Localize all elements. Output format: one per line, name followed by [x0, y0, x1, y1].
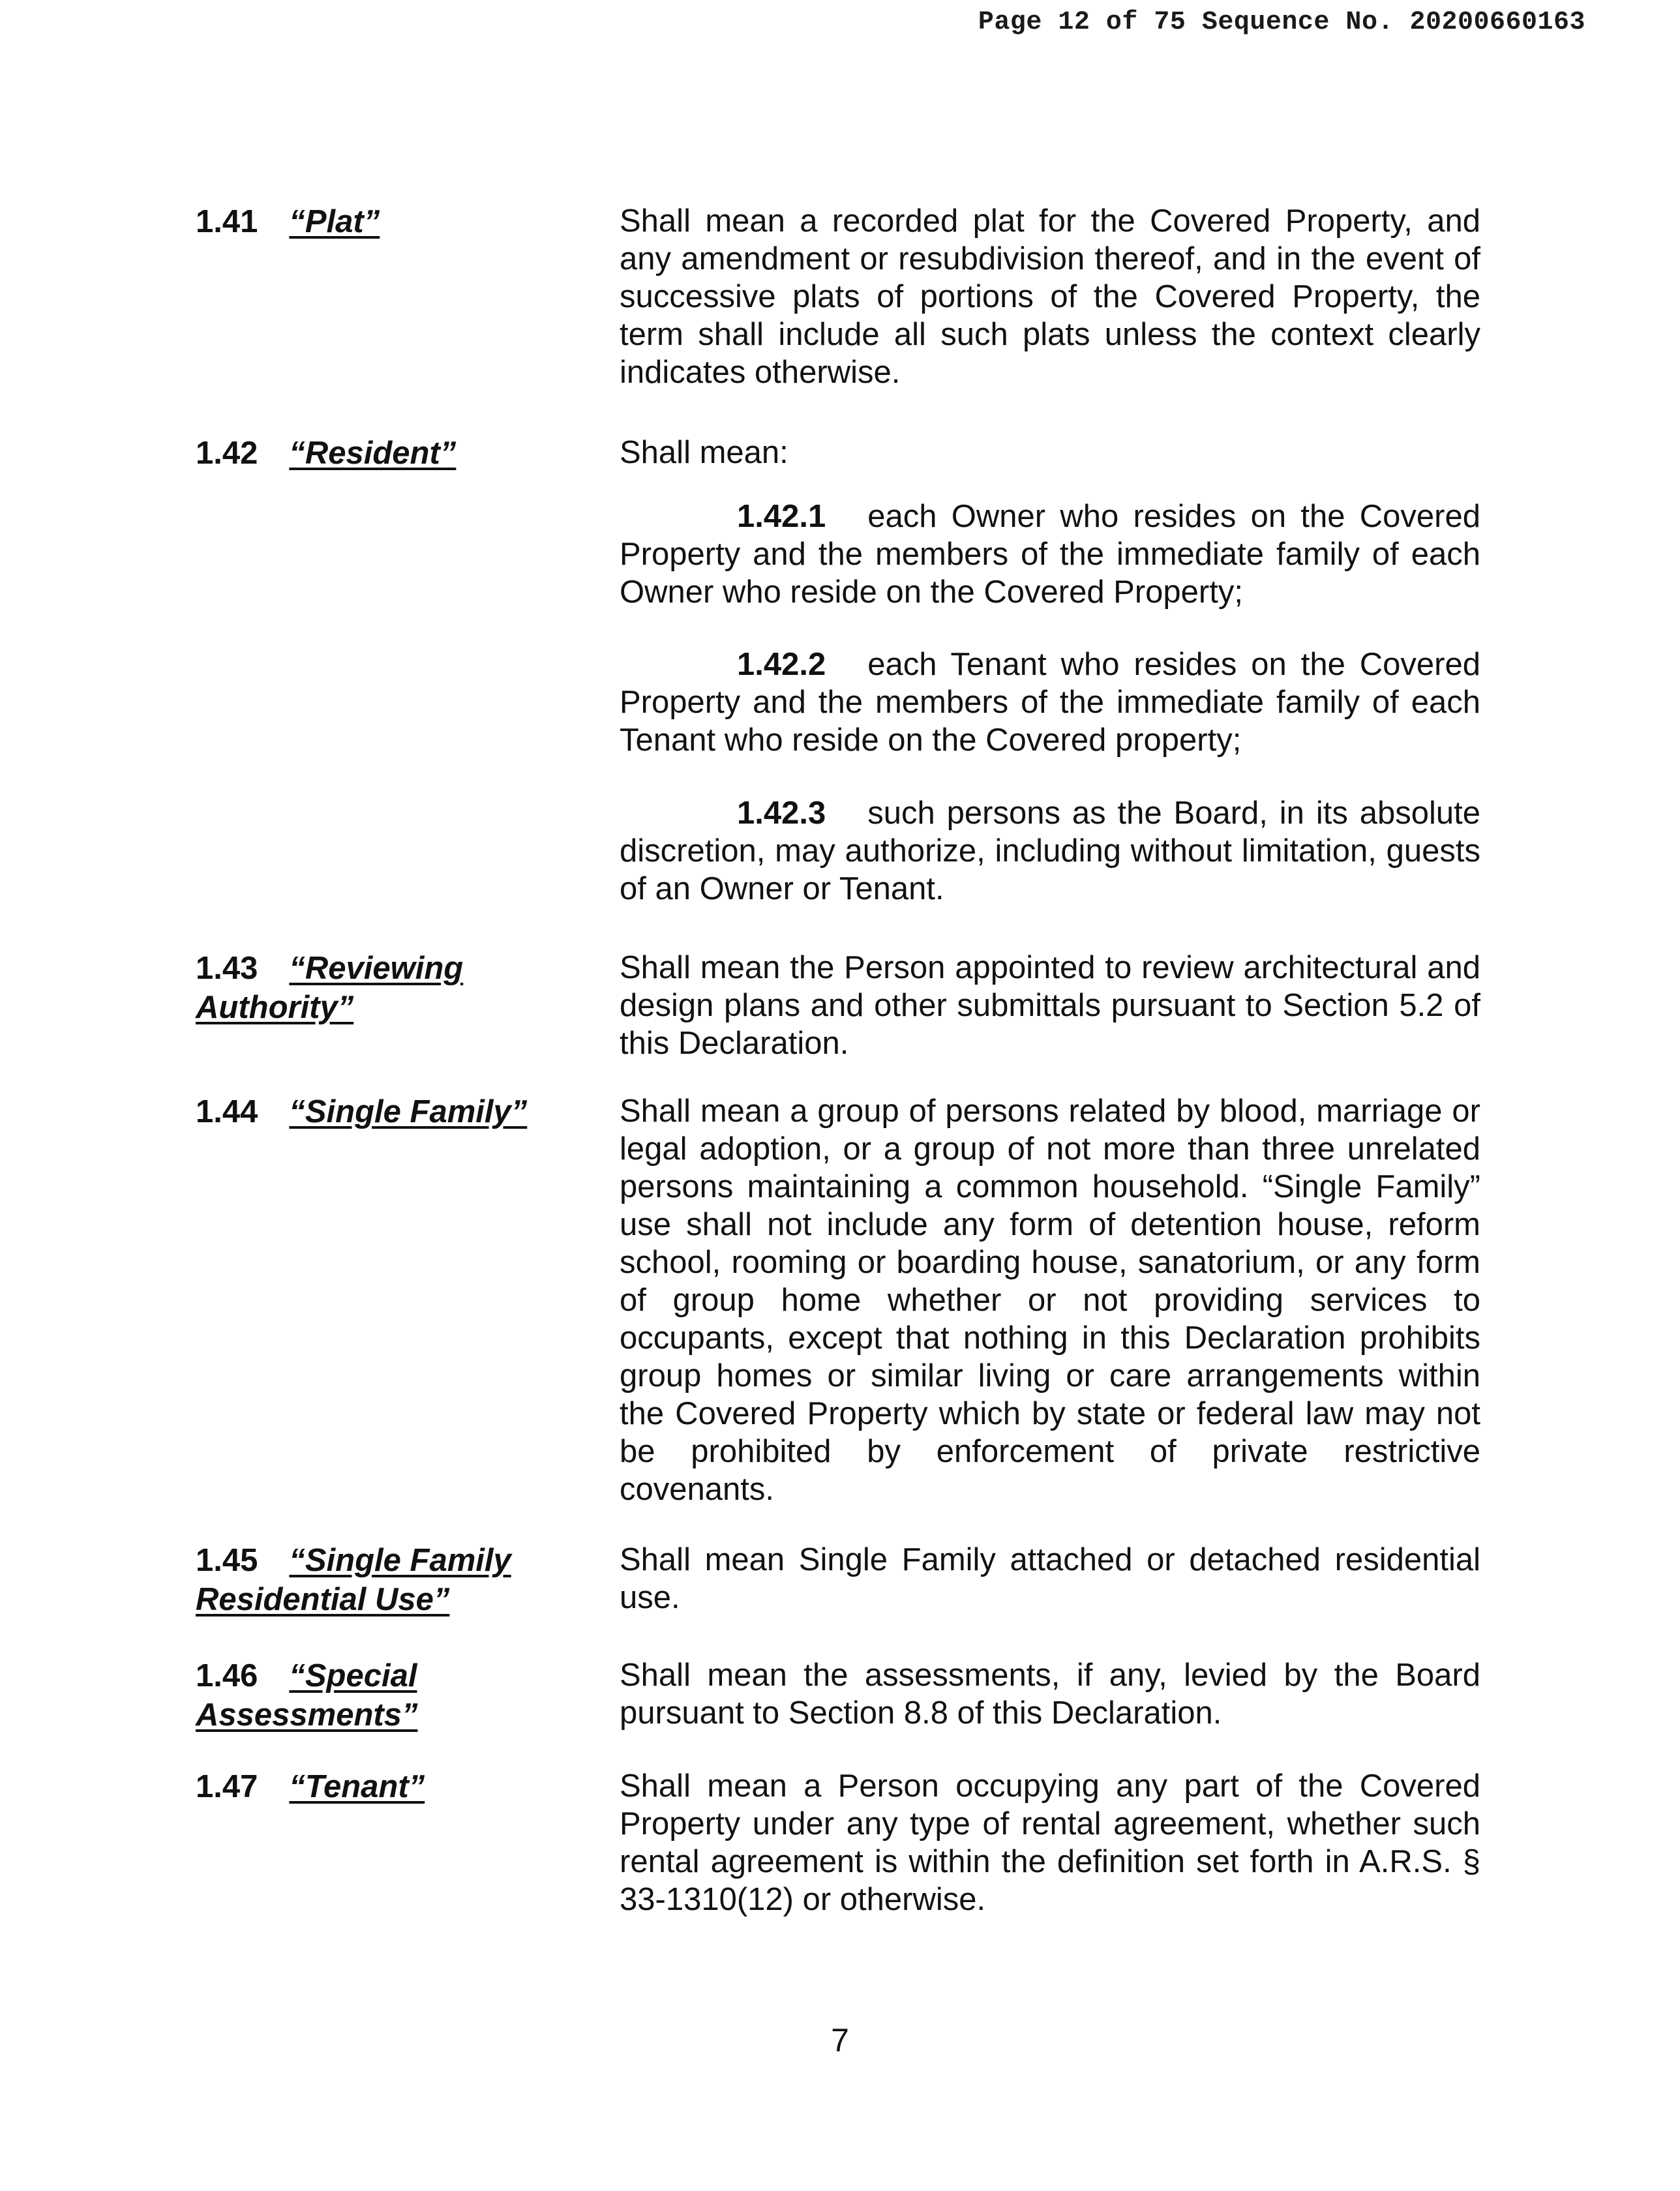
- definition-number: 1.44: [196, 1094, 258, 1129]
- subitem-number: 1.42.2: [737, 647, 826, 682]
- definition-name: “Tenant”: [289, 1769, 425, 1804]
- subitem-text-block: [620, 646, 1480, 759]
- definition-term: [196, 1092, 561, 1131]
- definition-term: [196, 1767, 561, 1806]
- subitem-text: each Tenant who resides on the Covered Property and the members of the immediate family of each Tenant who reside on the Covered property;: [620, 647, 1480, 758]
- definition-number: 1.43: [196, 951, 258, 986]
- definition-number: 1.45: [196, 1543, 258, 1578]
- subitem-number: 1.42.1: [737, 499, 826, 534]
- definition-term: [196, 202, 561, 241]
- definition-text: Shall mean:: [620, 435, 788, 470]
- definition-number: 1.46: [196, 1658, 258, 1693]
- definition-term: [196, 1656, 561, 1735]
- definition-name: “Special Assessments”: [196, 1658, 418, 1733]
- subitem-text: each Owner who resides on the Covered Property and the members of the immediate family of each Owner who reside on the Covered Property;: [620, 499, 1480, 610]
- definition-name: “Single Family Residential Use”: [196, 1543, 511, 1617]
- definition-number: 1.47: [196, 1769, 258, 1804]
- subitem-number: 1.42.3: [737, 796, 826, 831]
- definition-text: Shall mean Single Family attached or detached residential use.: [620, 1542, 1480, 1615]
- definition-term: [196, 1541, 561, 1619]
- subitem-text: such persons as the Board, in its absolute discretion, may authorize, including without limitation, guests of an Owner or Tenant.: [620, 796, 1480, 906]
- definition-name: “Resident”: [289, 436, 457, 471]
- definition-text: Shall mean a Person occupying any part of the Covered Property under any type of rental agreement, whether such rental agreement is within the definition set forth in A.R.S. § 33-1310(12) or otherwise.: [620, 1768, 1480, 1917]
- definition-name: “Single Family”: [289, 1094, 528, 1129]
- subitem-text-block: [620, 794, 1480, 908]
- definition-text: Shall mean a recorded plat for the Covered Property, and any amendment or resubdivision thereof, and in the event of successive plats of portions of the Covered Property, the term shall include all such plats unless the context clearly indicates otherwise.: [620, 203, 1480, 390]
- definition-name: “Plat”: [289, 204, 380, 239]
- definition-number: 1.42: [196, 436, 258, 471]
- definition-name: “Reviewing Authority”: [196, 951, 464, 1025]
- definition-number: 1.41: [196, 204, 258, 239]
- page-number: 7: [831, 2022, 849, 2059]
- definition-text: Shall mean the assessments, if any, levied by the Board pursuant to Section 8.8 of this Declaration.: [620, 1658, 1480, 1731]
- definition-text: Shall mean a group of persons related by blood, marriage or legal adoption, or a group of not more than three unrelated persons maintaining a common household. “Single Family” use shall not include any form of detention house, reform school, rooming or boarding house, sanatorium, or any form of group home whether or not providing services to occupants, except that nothing in this Declaration prohibits group homes or similar living or care arrangements within the Covered Property which by state or federal law may not be prohibited by enforcement of private restrictive covenants.: [620, 1094, 1480, 1507]
- definition-term: [196, 434, 561, 473]
- definition-text: Shall mean the Person appointed to review architectural and design plans and other submittals pursuant to Section 5.2 of this Declaration.: [620, 950, 1480, 1061]
- definition-term: [196, 949, 561, 1027]
- subitem-text-block: [620, 498, 1480, 611]
- page-header: Page 12 of 75 Sequence No. 20200660163: [978, 8, 1585, 37]
